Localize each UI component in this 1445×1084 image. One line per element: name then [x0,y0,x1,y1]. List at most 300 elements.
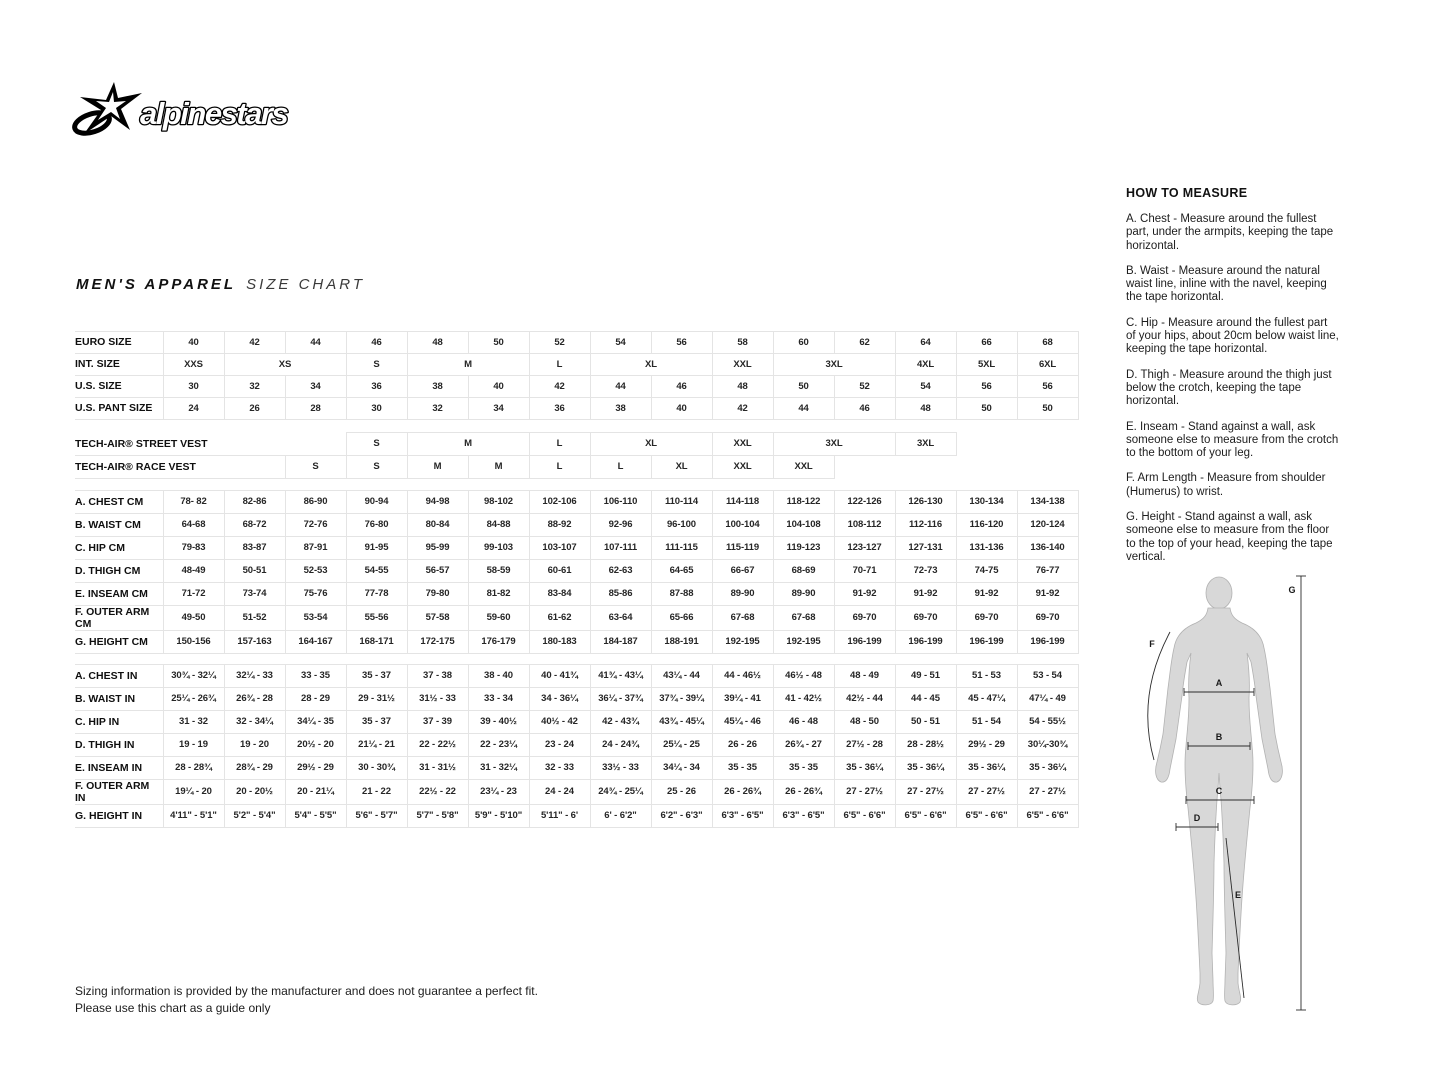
size-value-cell: 54 [590,332,651,354]
size-value-cell: 60-61 [529,560,590,583]
size-value-cell: 88-92 [529,514,590,537]
size-value-cell: 72-73 [895,560,956,583]
measure-title: HOW TO MEASURE [1126,186,1248,200]
size-value-cell: 20½ - 20 [285,734,346,757]
size-value-cell: 34 [285,376,346,398]
measure-item-waist: B. Waist - Measure around the natural waist line, inline with the navel, keeping the tape horizontal. [1126,264,1327,304]
size-value-cell: 20 - 21¼ [285,780,346,805]
row-label: INT. SIZE [75,354,163,376]
size-value-cell: 6'5" - 6'6" [956,805,1017,828]
table-row [75,514,1078,537]
table-row [75,631,1078,654]
size-value-cell: 32 - 34¼ [224,711,285,734]
size-value-cell: 76-80 [346,514,407,537]
size-value-cell: 96-100 [651,514,712,537]
astar-icon [72,82,142,137]
label-chest: A [1215,678,1223,688]
logo-wordmark: alpinestars [140,96,288,131]
size-value-cell: 54 [895,376,956,398]
size-value-cell: 176-179 [468,631,529,654]
label-arm: F [1149,639,1155,649]
size-value-cell: 79-83 [163,537,224,560]
size-value-cell: 112-116 [895,514,956,537]
size-value-cell: 48 [407,332,468,354]
table-row [75,805,1078,828]
size-value-cell: 44 - 45 [895,688,956,711]
size-value-cell: 41 - 42½ [773,688,834,711]
size-value-cell: 22 - 23¼ [468,734,529,757]
size-value-cell: 3XL [895,433,956,456]
size-value-cell: 42 [712,398,773,420]
size-value-cell: 55-56 [346,606,407,631]
size-value-cell: 69-70 [1017,606,1078,631]
size-value-cell: 192-195 [712,631,773,654]
size-value-cell: 5'11" - 6' [529,805,590,828]
size-value-cell: 48 - 49 [834,665,895,688]
size-value-cell: 37 - 39 [407,711,468,734]
size-value-cell: 35 - 36¼ [956,757,1017,780]
size-value-cell: 43¼ - 44 [651,665,712,688]
label-height: G [1288,585,1296,595]
size-value-cell: 31½ - 33 [407,688,468,711]
size-value-cell: 63-64 [590,606,651,631]
empty-cell [834,456,1078,479]
size-value-cell: 31 - 31½ [407,757,468,780]
size-value-cell: 35 - 37 [346,665,407,688]
size-value-cell: 25 - 26 [651,780,712,805]
size-value-cell: 42 [529,376,590,398]
body-silhouette-diagram [1126,568,1326,1016]
size-value-cell: 41¾ - 43¼ [590,665,651,688]
size-value-cell: S [346,456,407,479]
size-value-cell: 130-134 [956,491,1017,514]
size-value-cell: 28 - 28¾ [163,757,224,780]
size-value-cell: 49 - 51 [895,665,956,688]
size-value-cell: 74-75 [956,560,1017,583]
size-value-cell: 39 - 40½ [468,711,529,734]
size-value-cell: 78- 82 [163,491,224,514]
size-value-cell: 44 [590,376,651,398]
size-value-cell: 84-88 [468,514,529,537]
size-value-cell: 107-111 [590,537,651,560]
size-value-cell: 192-195 [773,631,834,654]
size-value-cell: 48 [712,376,773,398]
size-value-cell: 42½ - 44 [834,688,895,711]
table-row [75,665,1078,688]
size-value-cell: 4XL [895,354,956,376]
size-value-cell: 36 [346,376,407,398]
size-value-cell: 53 - 54 [1017,665,1078,688]
label-hip: C [1215,786,1223,796]
size-value-cell: 33 - 35 [285,665,346,688]
size-value-cell: 23¼ - 23 [468,780,529,805]
row-label: F. OUTER ARM IN [75,780,163,805]
size-value-cell: 56 [651,332,712,354]
size-value-cell: 110-114 [651,491,712,514]
size-value-cell: 81-82 [468,583,529,606]
size-value-cell: 24 - 24¾ [590,734,651,757]
size-value-cell: L [590,456,651,479]
size-value-cell: 36 [529,398,590,420]
size-value-cell: 30 [163,376,224,398]
size-value-cell: 168-171 [346,631,407,654]
size-value-cell: 69-70 [834,606,895,631]
size-value-cell: 53-54 [285,606,346,631]
size-value-cell: 5'9" - 5'10" [468,805,529,828]
size-value-cell: 98-102 [468,491,529,514]
label-inseam: E [1234,890,1242,900]
size-value-cell: 24 - 24 [529,780,590,805]
size-value-cell: 33 - 34 [468,688,529,711]
size-value-cell: 87-91 [285,537,346,560]
size-value-cell: 6'5" - 6'6" [834,805,895,828]
size-value-cell: 58 [712,332,773,354]
measure-item-hip: C. Hip - Measure around the fullest part of your hips, about 20cm below waist line, keeping the tape horizontal. [1126,316,1339,356]
size-value-cell: 91-92 [895,583,956,606]
size-value-cell: 51 - 53 [956,665,1017,688]
size-value-cell: 67-68 [773,606,834,631]
row-label: D. THIGH CM [75,560,163,583]
size-value-cell: 40 [651,398,712,420]
alpinestars-logo [70,80,340,142]
table-measurements-in [75,664,1079,828]
title-sub: SIZE CHART [246,276,365,293]
size-value-cell: 196-199 [1017,631,1078,654]
size-value-cell: 44 [285,332,346,354]
table-row [75,354,1078,376]
size-value-cell: 95-99 [407,537,468,560]
measure-item-chest: A. Chest - Measure around the fullest part, under the armpits, keeping the tape horizontal. [1126,213,1334,252]
size-value-cell: 83-87 [224,537,285,560]
size-value-cell: 38 [590,398,651,420]
size-value-cell: 6'5" - 6'6" [895,805,956,828]
size-value-cell: 103-107 [529,537,590,560]
how-to-measure-panel [1126,186,1340,576]
size-value-cell: 69-70 [895,606,956,631]
size-value-cell: 6'3" - 6'5" [773,805,834,828]
size-value-cell: 35 - 36¼ [1017,757,1078,780]
size-value-cell: 40½ - 42 [529,711,590,734]
size-value-cell: 31 - 32 [163,711,224,734]
size-value-cell: 34¼ - 34 [651,757,712,780]
disclaimer [75,983,538,1017]
size-value-cell: 67-68 [712,606,773,631]
size-value-cell: 66-67 [712,560,773,583]
size-value-cell: XL [590,354,712,376]
size-value-cell: 108-112 [834,514,895,537]
size-value-cell: 34 - 36¼ [529,688,590,711]
size-value-cell: 68 [1017,332,1078,354]
size-value-cell: 86-90 [285,491,346,514]
empty-cell [956,433,1078,456]
table-tech-air-vests [75,432,1078,479]
size-value-cell: 48 [895,398,956,420]
size-value-cell: 48-49 [163,560,224,583]
table-row [75,606,1078,631]
size-value-cell: XXS [163,354,224,376]
size-value-cell: 184-187 [590,631,651,654]
size-value-cell: 46 [834,398,895,420]
table-row [75,537,1078,560]
size-value-cell: 30¾ - 32¼ [163,665,224,688]
size-value-cell: XXL [712,354,773,376]
size-value-cell: 32 [224,376,285,398]
size-value-cell: XXL [712,456,773,479]
size-value-cell: 75-76 [285,583,346,606]
measure-item-height: G. Height - Stand against a wall, ask someone else to measure from the floor to the top of your head, keeping the tape vertical. [1126,511,1333,563]
size-value-cell: 57-58 [407,606,468,631]
size-value-cell: 127-131 [895,537,956,560]
size-value-cell: 126-130 [895,491,956,514]
size-value-cell: XS [224,354,346,376]
size-value-cell: 76-77 [1017,560,1078,583]
row-label: E. INSEAM CM [75,583,163,606]
size-value-cell: 27½ - 28 [834,734,895,757]
size-value-cell: 27 - 27½ [895,780,956,805]
size-value-cell: 3XL [773,433,895,456]
size-value-cell: 30 [346,398,407,420]
size-value-cell: 48 - 50 [834,711,895,734]
size-value-cell: 92-96 [590,514,651,537]
size-value-cell: 122-126 [834,491,895,514]
size-value-cell: 134-138 [1017,491,1078,514]
size-value-cell: 23 - 24 [529,734,590,757]
size-value-cell: 35 - 36¼ [834,757,895,780]
size-value-cell: 111-115 [651,537,712,560]
size-value-cell: 29½ - 29 [956,734,1017,757]
size-value-cell: 34 [468,398,529,420]
size-value-cell: 43¾ - 45¼ [651,711,712,734]
row-label: B. WAIST CM [75,514,163,537]
size-value-cell: 5'7" - 5'8" [407,805,468,828]
size-value-cell: 115-119 [712,537,773,560]
size-value-cell: 38 - 40 [468,665,529,688]
size-value-cell: 28 - 29 [285,688,346,711]
row-label: F. OUTER ARM CM [75,606,163,631]
size-value-cell: 157-163 [224,631,285,654]
disclaimer-line-2: Please use this chart as a guide only [75,1001,271,1015]
size-value-cell: 79-80 [407,583,468,606]
size-value-cell: 91-95 [346,537,407,560]
row-label: U.S. SIZE [75,376,163,398]
measurement-figure [1126,568,1326,1016]
size-value-cell: 22 - 22½ [407,734,468,757]
alpinestars-logo-graphic [70,80,340,142]
size-value-cell: XL [590,433,712,456]
size-value-cell: 20 - 20½ [224,780,285,805]
size-value-cell: 44 [773,398,834,420]
size-value-cell: 27 - 27½ [834,780,895,805]
size-value-cell: 61-62 [529,606,590,631]
size-value-cell: 26 [224,398,285,420]
size-value-cell: XXL [773,456,834,479]
size-value-cell: 72-76 [285,514,346,537]
size-value-cell: 70-71 [834,560,895,583]
size-value-cell: 46½ - 48 [773,665,834,688]
size-value-cell: 47¼ - 49 [1017,688,1078,711]
size-value-cell: 6' - 6'2" [590,805,651,828]
height-line [1296,576,1306,1010]
size-value-cell: 35 - 37 [346,711,407,734]
size-value-cell: 188-191 [651,631,712,654]
size-value-cell: 39¼ - 41 [712,688,773,711]
size-value-cell: 68-72 [224,514,285,537]
row-label: A. CHEST IN [75,665,163,688]
table-international-sizes [75,331,1079,420]
size-value-cell: 32 - 33 [529,757,590,780]
table-row [75,711,1078,734]
size-value-cell: 46 - 48 [773,711,834,734]
size-value-cell: 42 [224,332,285,354]
size-value-cell: XL [651,456,712,479]
size-value-cell: 196-199 [956,631,1017,654]
size-value-cell: L [529,456,590,479]
table-row [75,780,1078,805]
size-value-cell: 38 [407,376,468,398]
size-value-cell: 118-122 [773,491,834,514]
row-label: C. HIP CM [75,537,163,560]
size-value-cell: 62-63 [590,560,651,583]
size-value-cell: 56 [956,376,1017,398]
size-value-cell: 89-90 [712,583,773,606]
size-value-cell: 19 - 20 [224,734,285,757]
row-label: TECH-AIR® RACE VEST [75,456,163,479]
table-measurements-cm [75,490,1079,654]
size-value-cell: 51 - 54 [956,711,1017,734]
size-value-cell: 22½ - 22 [407,780,468,805]
table-row [75,734,1078,757]
size-value-cell: 35 - 35 [712,757,773,780]
size-value-cell: 6'5" - 6'6" [1017,805,1078,828]
size-value-cell: 21¼ - 21 [346,734,407,757]
row-label: B. WAIST IN [75,688,163,711]
page-title [76,276,365,294]
size-value-cell: 25¼ - 25 [651,734,712,757]
table-row [75,583,1078,606]
size-value-cell: 50 [773,376,834,398]
size-value-cell: 30 - 30¾ [346,757,407,780]
size-value-cell: 119-123 [773,537,834,560]
size-value-cell: 26 - 26¾ [773,780,834,805]
size-value-cell: 5'4" - 5'5" [285,805,346,828]
size-value-cell: 35 - 35 [773,757,834,780]
size-value-cell: 6XL [1017,354,1078,376]
size-value-cell: 26¾ - 28 [224,688,285,711]
size-value-cell: 90-94 [346,491,407,514]
size-value-cell: 19¼ - 20 [163,780,224,805]
size-value-cell: 49-50 [163,606,224,631]
size-value-cell: 28 - 28½ [895,734,956,757]
size-value-cell: 5'6" - 5'7" [346,805,407,828]
size-value-cell: 77-78 [346,583,407,606]
size-value-cell: 50-51 [224,560,285,583]
size-value-cell: 34¼ - 35 [285,711,346,734]
size-value-cell: 114-118 [712,491,773,514]
size-value-cell: 40 [163,332,224,354]
size-value-cell: 71-72 [163,583,224,606]
size-value-cell: 172-175 [407,631,468,654]
size-value-cell: 37¾ - 39¼ [651,688,712,711]
measure-item-arm: F. Arm Length - Measure from shoulder (Humerus) to wrist. [1126,472,1326,498]
size-value-cell: 164-167 [285,631,346,654]
row-label: TECH-AIR® STREET VEST [75,433,163,456]
size-value-cell: 73-74 [224,583,285,606]
size-value-cell: 54-55 [346,560,407,583]
size-value-cell: 45 - 47¼ [956,688,1017,711]
size-value-cell: 116-120 [956,514,1017,537]
size-value-cell: 50 [1017,398,1078,420]
size-value-cell: 52 [834,376,895,398]
size-value-cell: 65-66 [651,606,712,631]
size-value-cell: M [407,354,529,376]
size-value-cell: 6'2" - 6'3" [651,805,712,828]
size-value-cell: 104-108 [773,514,834,537]
size-value-cell: 27 - 27½ [956,780,1017,805]
size-value-cell: 94-98 [407,491,468,514]
size-value-cell: 64 [895,332,956,354]
size-value-cell: M [468,456,529,479]
row-label: C. HIP IN [75,711,163,734]
size-value-cell: 58-59 [468,560,529,583]
size-value-cell: 19 - 19 [163,734,224,757]
size-value-cell: 29 - 31½ [346,688,407,711]
size-value-cell: 131-136 [956,537,1017,560]
size-value-cell: 60 [773,332,834,354]
size-value-cell: 46 [346,332,407,354]
row-label: U.S. PANT SIZE [75,398,163,420]
size-value-cell: 40 [468,376,529,398]
size-value-cell: 25¼ - 26¾ [163,688,224,711]
size-value-cell: 5XL [956,354,1017,376]
size-value-cell: 6'3" - 6'5" [712,805,773,828]
size-value-cell: 91-92 [834,583,895,606]
row-label: E. INSEAM IN [75,757,163,780]
size-value-cell: 46 [651,376,712,398]
size-value-cell: S [346,433,407,456]
table-row [75,560,1078,583]
size-value-cell: 26¾ - 27 [773,734,834,757]
table-row [75,433,1078,456]
table-row [75,376,1078,398]
size-value-cell: 59-60 [468,606,529,631]
size-value-cell: L [529,354,590,376]
size-value-cell: 36¼ - 37¾ [590,688,651,711]
size-value-cell: 50 [468,332,529,354]
size-value-cell: 51-52 [224,606,285,631]
label-waist: B [1215,732,1223,742]
size-value-cell: 196-199 [895,631,956,654]
size-value-cell: 33½ - 33 [590,757,651,780]
size-value-cell: L [529,433,590,456]
size-value-cell: 31 - 32¼ [468,757,529,780]
size-value-cell: 32¼ - 33 [224,665,285,688]
size-value-cell: 44 - 46½ [712,665,773,688]
table-row [75,757,1078,780]
table-row [75,332,1078,354]
table-row [75,456,1078,479]
size-value-cell: 50 [956,398,1017,420]
size-value-cell: 69-70 [956,606,1017,631]
size-value-cell: 54 - 55½ [1017,711,1078,734]
size-value-cell: 28¾ - 29 [224,757,285,780]
size-value-cell: M [407,433,529,456]
size-value-cell: 150-156 [163,631,224,654]
size-value-cell: 27 - 27½ [1017,780,1078,805]
size-value-cell: 42 - 43¾ [590,711,651,734]
row-label: EURO SIZE [75,332,163,354]
size-value-cell: M [407,456,468,479]
size-value-cell: 120-124 [1017,514,1078,537]
